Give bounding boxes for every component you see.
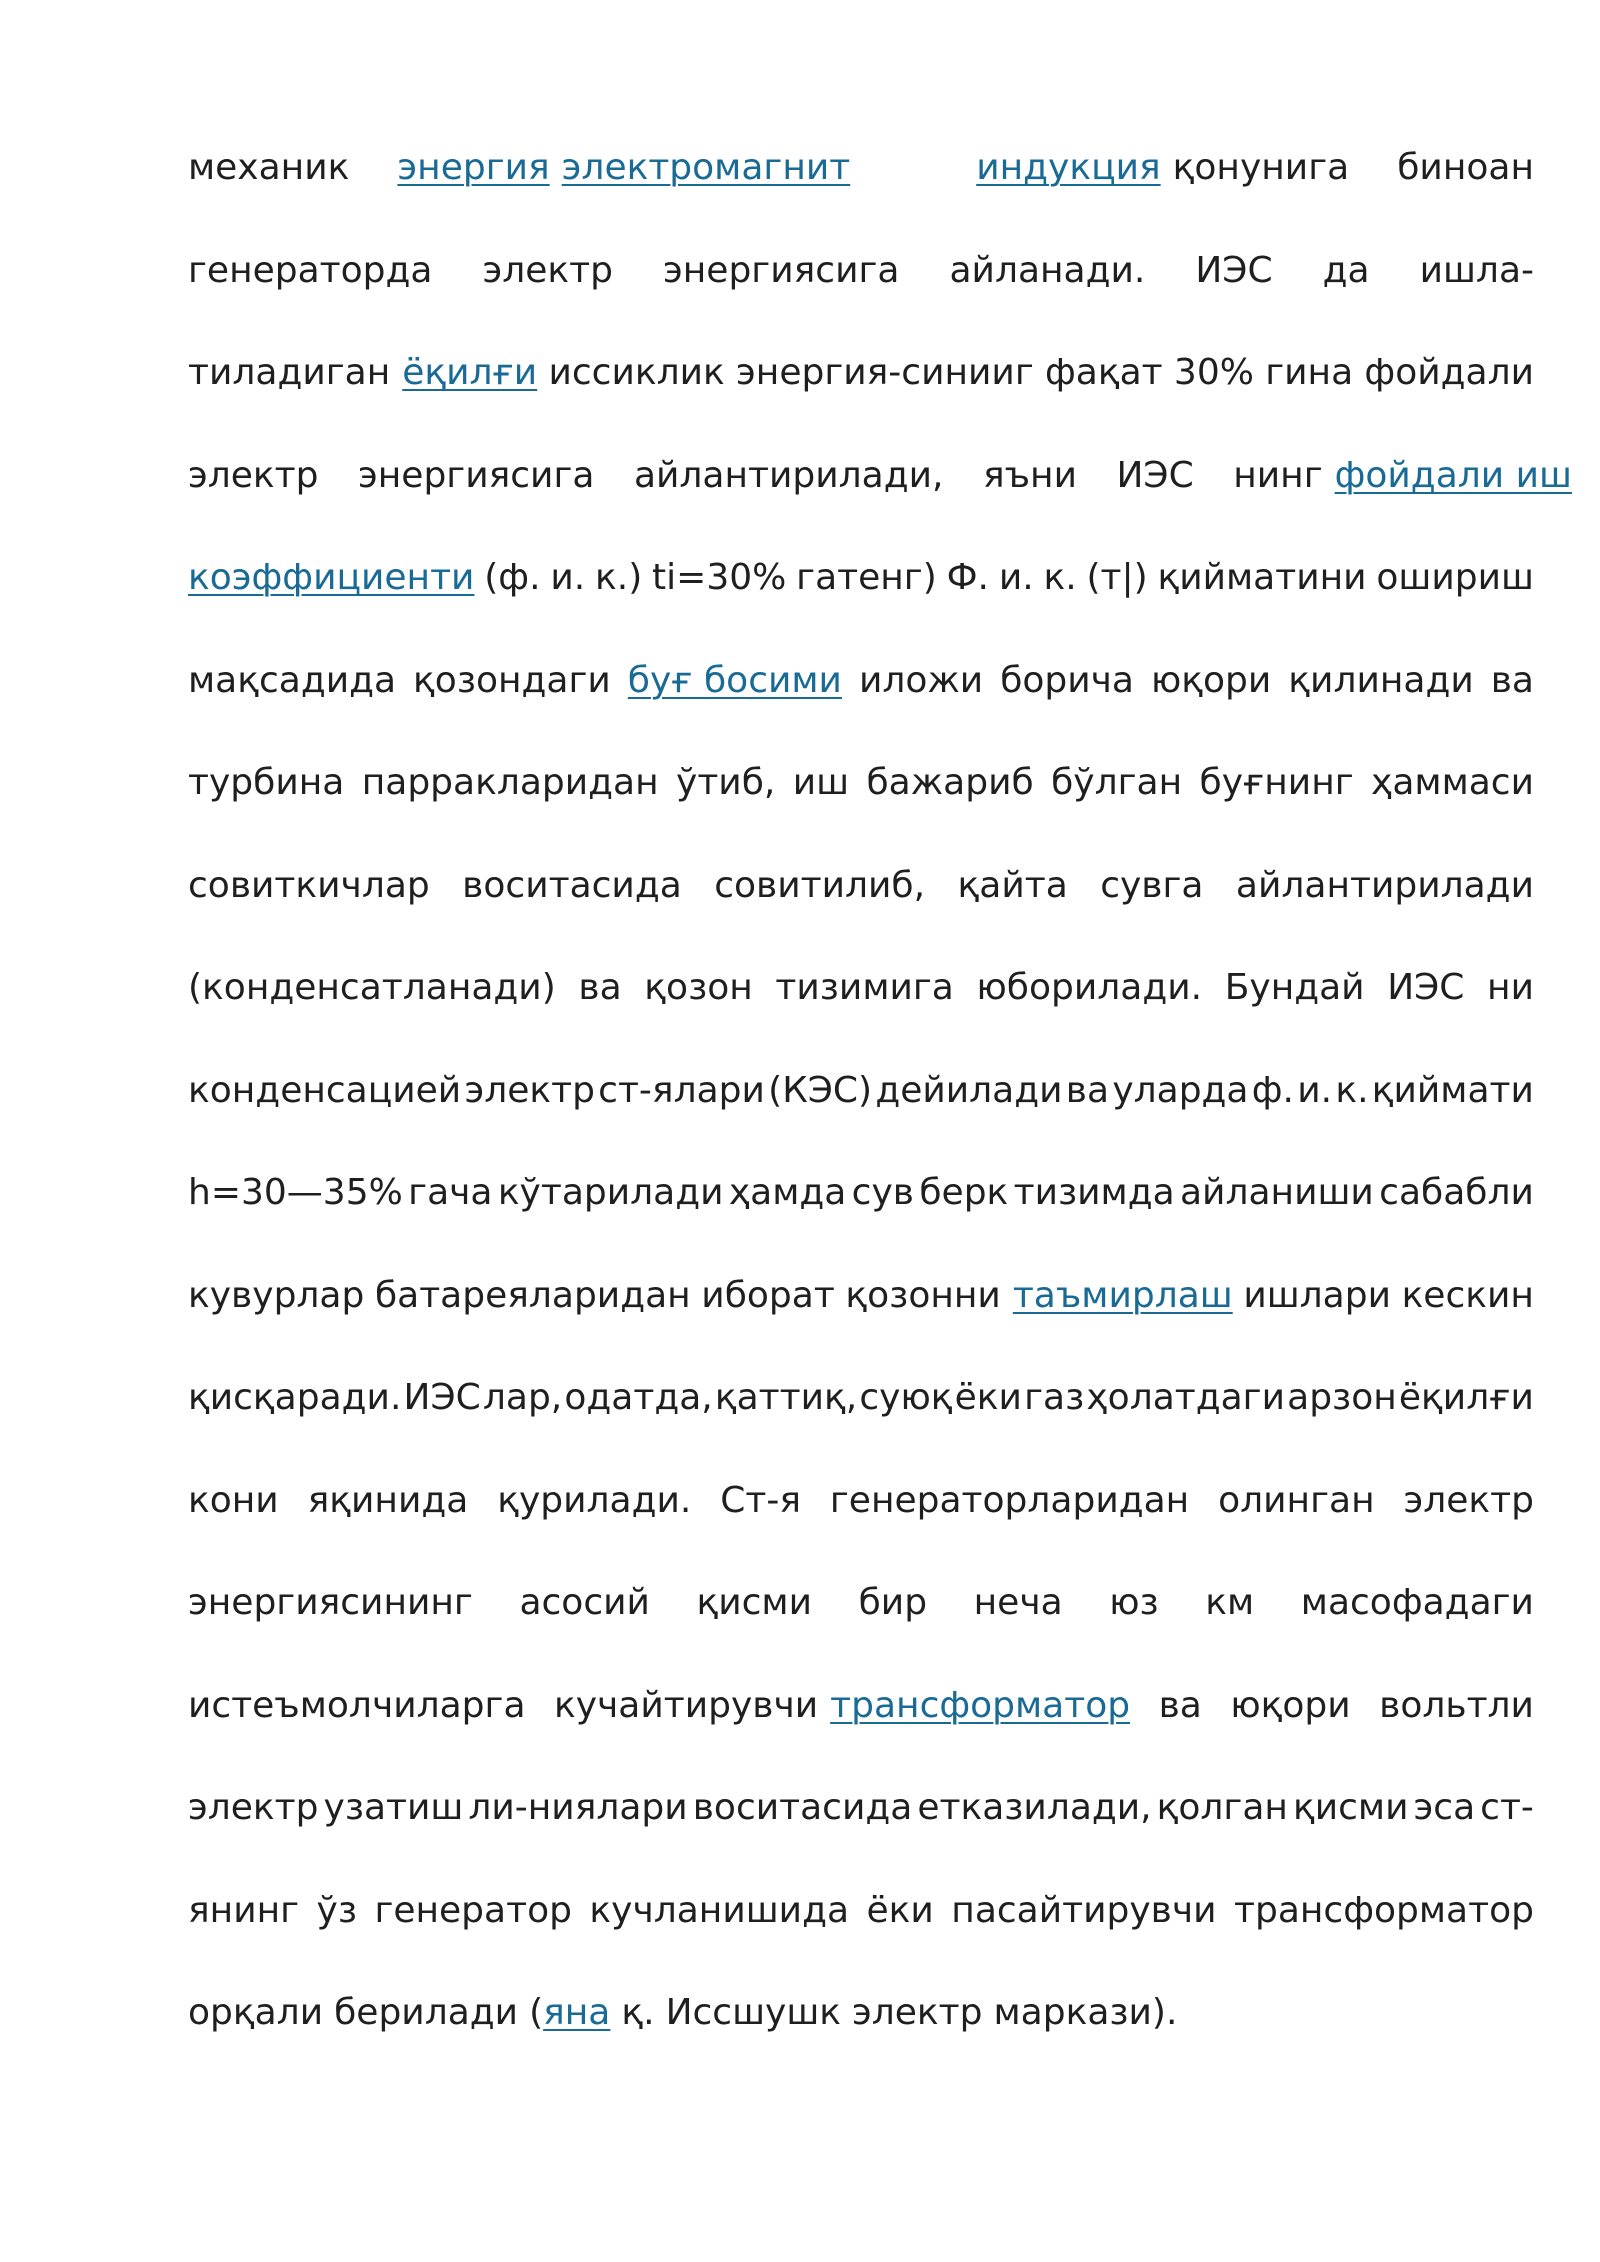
word: ti=30% [652, 557, 787, 598]
word: трансформатор [1234, 1889, 1534, 1931]
word: юз [1109, 1582, 1159, 1623]
word: генераторларидан [829, 1479, 1190, 1521]
word: қиймати [1371, 1069, 1534, 1111]
word: ли-ниялари [468, 1787, 688, 1828]
word: конденсацией [188, 1069, 462, 1111]
word: қ. [621, 1992, 655, 2033]
word: h=30—35% [188, 1172, 403, 1213]
text-line [188, 1676, 1534, 1779]
word: бўлган [1051, 762, 1183, 803]
document-page [188, 138, 1572, 2086]
word: воситасида [462, 864, 682, 906]
word: к. [1043, 557, 1077, 598]
link-energiya[interactable]: энергия [397, 147, 550, 188]
word: айланади. [949, 249, 1146, 291]
word: ёки [866, 1889, 934, 1931]
word: ёқилғи [1398, 1377, 1534, 1418]
word: қаттиқ, [714, 1377, 858, 1418]
word: тизимда [1013, 1172, 1175, 1213]
word: фойдали [1364, 352, 1534, 393]
word: биноан [1397, 147, 1534, 188]
word: генераторда [188, 249, 433, 291]
word: электр [852, 1992, 983, 2033]
word: фақат [1045, 352, 1163, 393]
word: ва [1158, 1684, 1202, 1726]
word: қийматини [1157, 557, 1367, 598]
word: ва [578, 967, 622, 1008]
word: қозонни [845, 1274, 1001, 1316]
word: айлантирилади [1235, 864, 1534, 906]
link-yana[interactable]: яна [543, 1992, 611, 2033]
word: ва [1490, 659, 1534, 701]
word: бир [858, 1582, 928, 1623]
word: қайта [957, 864, 1068, 906]
text-line [188, 1983, 1534, 2086]
word: энергиясининг [188, 1582, 473, 1623]
word: мақсадида [188, 659, 397, 701]
word: суюқ [859, 1377, 953, 1418]
word: дейилади [875, 1069, 1063, 1111]
word: Ст-я [720, 1479, 801, 1521]
word: масофадаги [1300, 1582, 1534, 1623]
word: буғнинг [1199, 762, 1354, 803]
word: батареяларидан [374, 1274, 691, 1316]
word: электр [188, 1787, 319, 1828]
word: қисқаради. [188, 1377, 402, 1418]
word: уларда [1112, 1069, 1249, 1111]
word: Иссшушк [665, 1992, 842, 2033]
word: гина [1265, 352, 1354, 393]
word: айлантирилади, [633, 454, 944, 496]
word: электр [482, 249, 613, 291]
word: да [1322, 249, 1370, 291]
word: генератор [374, 1889, 572, 1931]
link-text: индукция [976, 147, 1161, 188]
text-line [188, 1778, 1534, 1881]
word: к. [1335, 1069, 1369, 1111]
word: арзон [1287, 1377, 1397, 1418]
word: борича [1000, 659, 1134, 701]
word: турбина [188, 762, 345, 803]
word: ўз [316, 1889, 357, 1931]
word: ИЭС [1195, 249, 1273, 291]
word: совитилиб, [714, 864, 926, 906]
word: орқали [188, 1992, 324, 2033]
word: иш [792, 762, 850, 803]
word: олинган [1218, 1479, 1375, 1521]
word: (конденсатланади) [188, 967, 556, 1008]
word: воситасида [692, 1787, 913, 1828]
word: бажариб [866, 762, 1034, 803]
link-group [845, 1266, 1232, 1326]
word: юқори [1230, 1684, 1351, 1726]
word: парракларидан [361, 762, 659, 803]
word: янинг [188, 1889, 300, 1931]
word: и. [1297, 1069, 1333, 1111]
word: сув [851, 1172, 914, 1213]
word: ёки [954, 1377, 1022, 1418]
link-bug-bosimi[interactable]: буғ босими [627, 659, 842, 701]
word: (КЭС) [768, 1069, 873, 1111]
word: ҳолатдаги [1086, 1377, 1285, 1418]
word: қонунига [1172, 147, 1350, 188]
link-text: электромагнит [561, 147, 851, 188]
word: ст- [1480, 1787, 1534, 1828]
word: қилинади [1288, 659, 1474, 701]
text-line [188, 1061, 1534, 1164]
word: ҳамда [728, 1172, 847, 1213]
link-group [188, 343, 537, 403]
word: етказилади, [917, 1787, 1152, 1828]
link-group [1233, 446, 1572, 506]
word: одатда, [564, 1377, 713, 1418]
word: Ф. [946, 557, 989, 598]
text-line [188, 1881, 1534, 1984]
text-line [188, 1266, 1534, 1369]
word: қолган [1156, 1787, 1288, 1828]
word: (т|) [1086, 557, 1148, 598]
word: ишла- [1419, 249, 1534, 291]
paren-open: ( [529, 1992, 544, 2033]
text-line [188, 241, 1534, 344]
word: ва [1065, 1069, 1110, 1111]
text-line [188, 1471, 1534, 1574]
word: иложи [858, 659, 984, 701]
word: истеъмолчиларга [188, 1684, 526, 1726]
link-foydali-ish[interactable]: фойдали иш [1334, 454, 1572, 496]
word: ст-ялари [598, 1069, 765, 1111]
word: яқинида [307, 1479, 469, 1521]
word: энергия-синииг [736, 352, 1034, 393]
word: иссиклик [548, 352, 725, 393]
link-transformator[interactable]: трансформатор [830, 1684, 1131, 1726]
word: (ф. [484, 557, 541, 598]
word: механик [188, 147, 350, 188]
word: газ [1024, 1377, 1085, 1418]
word: қозон [644, 967, 753, 1008]
word: ИЭС [1116, 454, 1194, 496]
word: кўтарилади [497, 1172, 724, 1213]
word: гатенг) [796, 557, 937, 598]
word: кони [188, 1479, 279, 1521]
word: 30% [1173, 352, 1254, 393]
word: и. [550, 557, 586, 598]
word: кучайтирувчи [553, 1684, 819, 1726]
word: ф. [1251, 1069, 1294, 1111]
text-line [188, 548, 1534, 651]
word: гача [408, 1172, 493, 1213]
word: к.) [595, 557, 643, 598]
word: эса [1413, 1787, 1476, 1828]
word: электр [188, 454, 319, 496]
word: қозондаги [413, 659, 611, 701]
word: кескин [1401, 1274, 1534, 1316]
text-line [188, 343, 1534, 446]
word: ҳаммаси [1371, 762, 1534, 803]
text-line [188, 753, 1534, 856]
word: пасайтирувчи [951, 1889, 1217, 1931]
text-line [188, 651, 1534, 754]
text-line [188, 1573, 1534, 1676]
word: вольтли [1379, 1684, 1534, 1726]
text-line [188, 958, 1534, 1061]
text-line [188, 856, 1534, 959]
word: узатиш [323, 1787, 464, 1828]
link-group [554, 1676, 1130, 1736]
word: ўтиб, [676, 762, 776, 803]
word: сувга [1100, 864, 1204, 906]
word: сабабли [1379, 1172, 1534, 1213]
word: электр [464, 1069, 595, 1111]
word: ИЭС [1387, 967, 1465, 1008]
word: энергиясига [663, 249, 900, 291]
word: лар, [482, 1377, 563, 1418]
word: км [1205, 1582, 1255, 1623]
word: юқори [1150, 659, 1272, 701]
word: берилади [334, 1992, 519, 2033]
word: асосий [519, 1582, 650, 1623]
link-yoqilgi[interactable]: ёқилғи [402, 352, 538, 393]
word: айланиши [1180, 1172, 1374, 1213]
word: и. [998, 557, 1034, 598]
word: совиткичлар [188, 864, 430, 906]
word: ошириш [1376, 557, 1534, 598]
word: қисми [696, 1582, 812, 1623]
word: маркази). [993, 1992, 1178, 2033]
link-electromagnit-induktsiya[interactable] [562, 138, 1161, 198]
word: кувурлар [188, 1274, 365, 1316]
word: Бундай [1224, 967, 1365, 1008]
word: электр [1403, 1479, 1534, 1521]
word: ишлари [1243, 1274, 1391, 1316]
word: энергиясига [358, 454, 595, 496]
text-line [188, 1368, 1534, 1471]
text-line [188, 138, 1534, 241]
link-koeffitsienti[interactable]: коэффициенти [188, 557, 475, 598]
word: нинг [1233, 454, 1323, 496]
word: неча [973, 1582, 1063, 1623]
link-tamirlash[interactable]: таъмирлаш [1012, 1274, 1233, 1316]
text-line [188, 446, 1572, 549]
text-line [188, 1163, 1534, 1266]
word: юборилади. [976, 967, 1203, 1008]
word: кучланишида [589, 1889, 850, 1931]
word: қурилади. [497, 1479, 692, 1521]
word: иборат [701, 1274, 835, 1316]
word: ИЭС [403, 1377, 481, 1418]
word: яъни [982, 454, 1077, 496]
word: берк [919, 1172, 1009, 1213]
word: тиладиган [188, 352, 391, 393]
link-group [397, 138, 1349, 198]
word: қисми [1292, 1787, 1409, 1828]
word: ни [1487, 967, 1534, 1008]
word: тизимига [775, 967, 954, 1008]
